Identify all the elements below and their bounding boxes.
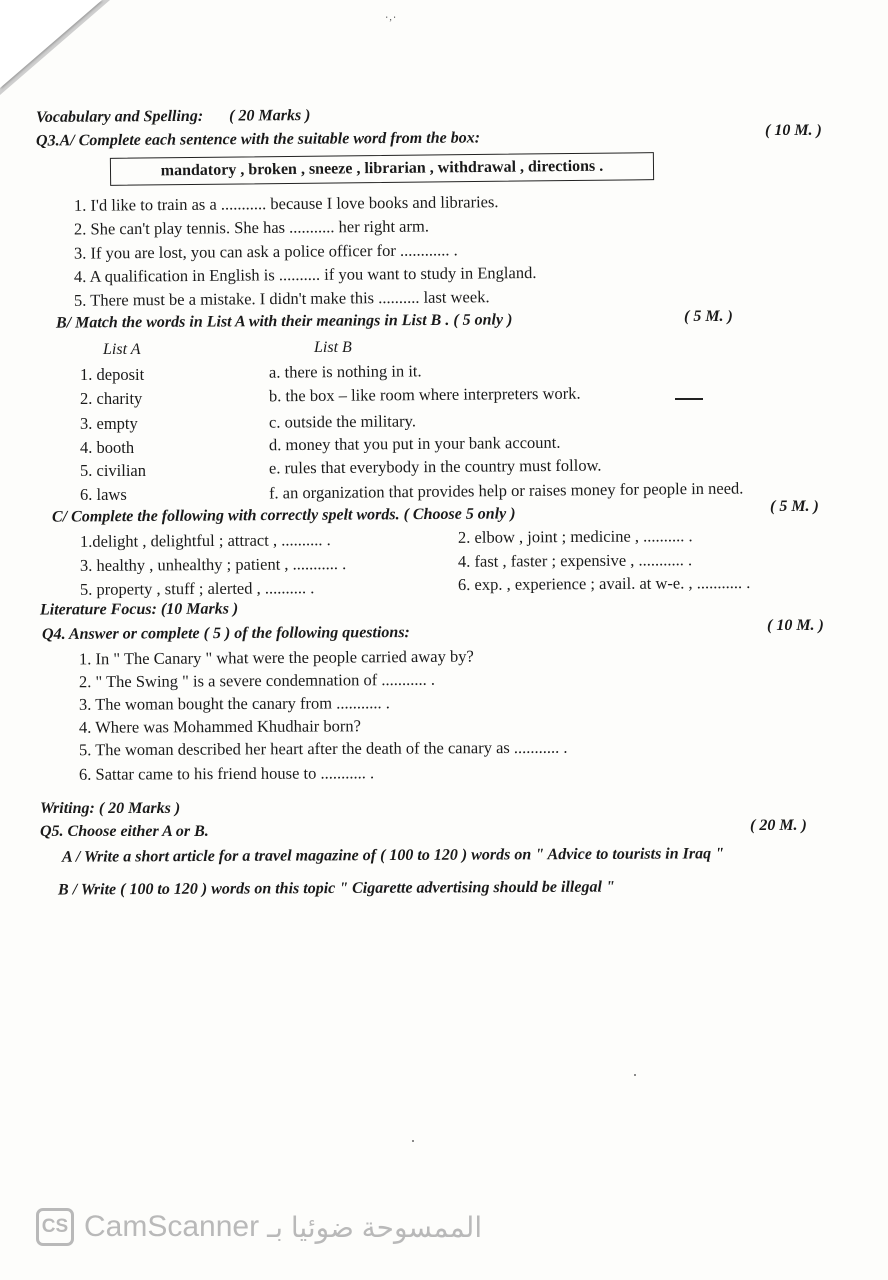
vocab-heading xyxy=(36,107,311,127)
question-2: 2. " The Swing " is a severe condemnation of ........... . xyxy=(78,669,435,692)
question-6: 6. Sattar came to his friend house to ........... . xyxy=(78,763,375,784)
sentence-3: 3. If you are lost, you can ask a police officer for ............ . xyxy=(73,240,458,263)
list-a-item-3: 3. empty xyxy=(80,414,138,433)
question-5: 5. The woman described her heart after the death of the canary as ........... . xyxy=(78,737,568,760)
list-b-dash xyxy=(675,398,703,400)
list-b-item-b: b. the box – like room where interpreters work. xyxy=(268,383,581,406)
q3a-title: Q3.A/ Complete each sentence with the suitable word from the box: xyxy=(35,129,481,150)
vocab-marks: ( 20 Marks ) xyxy=(229,107,311,125)
vocab-heading-text: Vocabulary and Spelling: xyxy=(35,107,204,126)
q3c-marks: ( 5 M. ) xyxy=(770,498,819,515)
spell-item-3: 3. healthy , unhealthy ; patient , ........... . xyxy=(79,554,347,575)
camscanner-watermark xyxy=(36,1208,482,1246)
sentence-4: 4. A qualification in English is .......... if you want to study in England. xyxy=(73,262,537,287)
spell-item-5: 5. property , stuff ; alerted , .......... . xyxy=(79,578,315,599)
list-a-item-4: 4. booth xyxy=(80,438,135,457)
sentence-5: 5. There must be a mistake. I didn't make this .......... last week. xyxy=(73,287,490,310)
q4-marks: ( 10 M. ) xyxy=(767,617,824,634)
q3a-marks: ( 10 M. ) xyxy=(765,122,822,139)
list-a-item-2: 2. charity xyxy=(80,389,143,408)
writing-heading: Writing: ( 20 Marks ) xyxy=(40,800,181,817)
list-b-item-d: d. money that you put in your bank account. xyxy=(268,432,561,455)
word-box-text: mandatory , broken , sneeze , librarian , withdrawal , directions . xyxy=(160,157,604,180)
list-a-item-1: 1. deposit xyxy=(80,365,145,384)
list-a-item-6: 6. laws xyxy=(80,485,127,504)
q5-title: Q5. Choose either A or B. xyxy=(40,823,209,840)
sentence-2: 2. She can't play tennis. She has ........... her right arm. xyxy=(73,216,429,239)
writing-option-a: A / Write a short article for a travel magazine of ( 100 to 120 ) words on " Advice to tourists in Iraq " xyxy=(61,845,725,866)
spell-item-4: 4. fast , faster ; expensive , ........... . xyxy=(457,550,693,571)
list-a-label: List A xyxy=(103,341,141,358)
spell-item-6: 6. exp. , experience ; avail. at w-e. , ........... . xyxy=(457,572,751,595)
q4-title: Q4. Answer or complete ( 5 ) of the following questions: xyxy=(41,624,410,643)
list-b-item-f: f. an organization that provides help or raises money for people in need. xyxy=(268,478,744,503)
list-b-item-e: e. rules that everybody in the country must follow. xyxy=(268,455,602,478)
scan-speck xyxy=(634,1074,636,1076)
question-1: 1. In " The Canary " what were the people carried away by? xyxy=(78,646,474,669)
question-4: 4. Where was Mohammed Khudhair born? xyxy=(78,716,361,737)
camscanner-logo-icon: CS xyxy=(36,1208,74,1246)
q3b-title: B/ Match the words in List A with their meanings in List B . ( 5 only ) xyxy=(55,311,513,332)
list-b-item-a: a. there is nothing in it. xyxy=(268,361,422,382)
page-corner-fold xyxy=(0,0,102,88)
list-a-item-5: 5. civilian xyxy=(80,461,146,480)
writing-option-b: B / Write ( 100 to 120 ) words on this topic " Cigarette advertising should be illegal " xyxy=(57,878,615,899)
q3b-marks: ( 5 M. ) xyxy=(684,308,733,325)
top-mark: ٠,٠ xyxy=(384,12,398,23)
question-3: 3. The woman bought the canary from ........... . xyxy=(78,693,390,714)
camscanner-arabic-caption: الممسوحة ضوئيا بـ xyxy=(267,1211,483,1243)
spell-item-1: 1.delight , delightful ; attract , .......... . xyxy=(79,530,331,551)
list-b-label: List B xyxy=(314,339,352,356)
q3c-title: C/ Complete the following with correctly spelt words. ( Choose 5 only ) xyxy=(51,505,516,526)
camscanner-brand: CamScanner xyxy=(84,1210,260,1243)
spell-item-2: 2. elbow , joint ; medicine , .......... . xyxy=(457,526,693,547)
scan-speck xyxy=(412,1140,414,1142)
sentence-1: 1. I'd like to train as a ........... because I love books and libraries. xyxy=(73,192,499,215)
word-box xyxy=(110,152,654,186)
list-b-item-c: c. outside the military. xyxy=(268,411,417,432)
literature-heading: Literature Focus: (10 Marks ) xyxy=(39,600,239,619)
q5-marks: ( 20 M. ) xyxy=(750,817,807,834)
